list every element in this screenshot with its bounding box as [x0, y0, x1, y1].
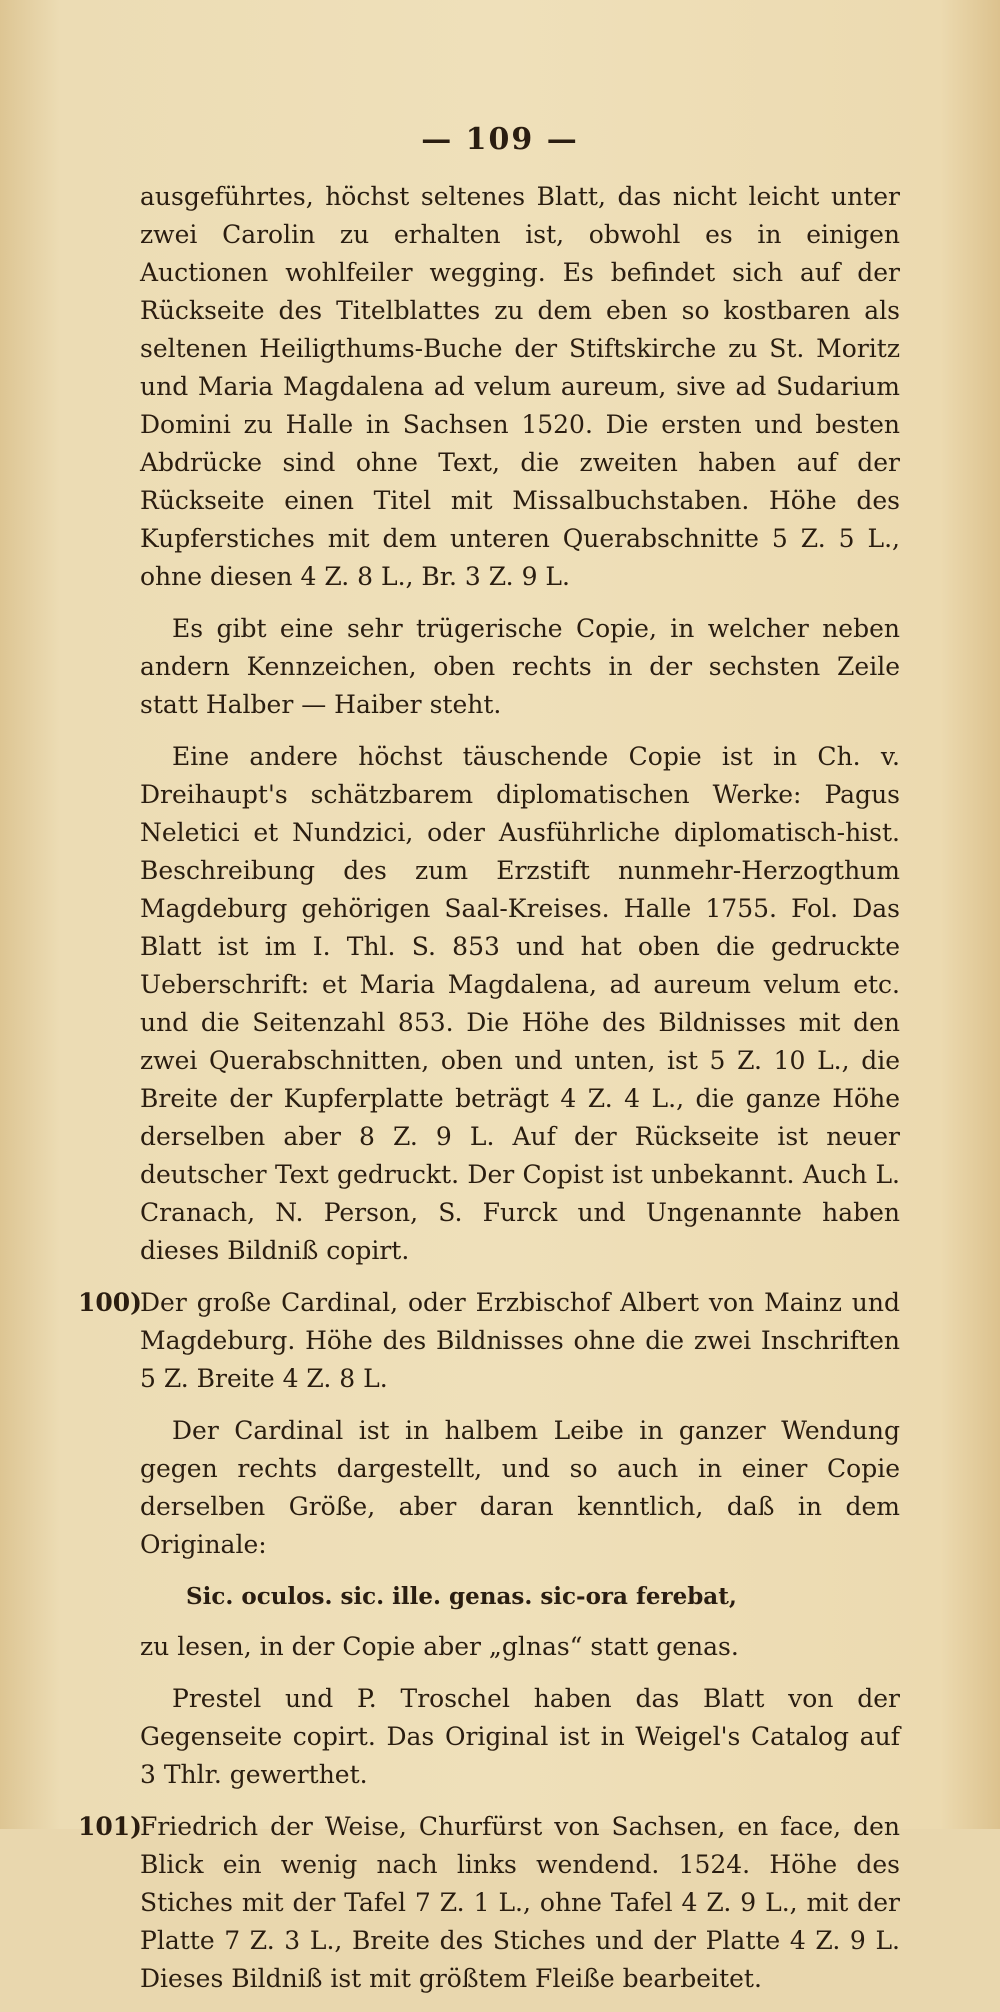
- entry-heading: Friedrich der Weise, Churfürst von Sachsen, en face, den Blick ein wenig nach links wendend. 1524. Höhe des Stiches mit der Tafel 7 Z. 1 L., ohne Tafel 4 Z. 9 L., mit der Platte 7 Z. 3 L., Breite des Stiches und der Platte 4 Z. 9 L. Dieses Bildniß ist mit größtem Fleiße bearbeitet.: [140, 1812, 900, 1993]
- entry-paragraph: Der Cardinal ist in halbem Leibe in ganzer Wendung gegen rechts dargestellt, und so auch in einer Copie derselben Größe, aber daran kenntlich, daß in dem Originale:: [140, 1416, 900, 1559]
- inscription-quote: Sic. oculos. sic. ille. genas. sic-ora ferebat,: [186, 1583, 737, 1610]
- entry-100: [78, 1284, 900, 1794]
- entry-paragraph: zu lesen, in der Copie aber „glnas“ statt genas.: [140, 1632, 739, 1661]
- page-number: — 109 —: [421, 122, 579, 157]
- paragraph-copy-note: Es gibt eine sehr trügerische Copie, in welcher neben andern Kennzeichen, oben rechts in der sechsten Zeile statt Halber — Haiber steht.: [140, 614, 900, 719]
- entry-101: [78, 1808, 900, 1998]
- entry-heading: Der große Cardinal, oder Erzbischof Albert von Mainz und Magdeburg. Höhe des Bildnisses ohne die zwei Inschriften 5 Z. Breite 4 Z. 8 L.: [140, 1288, 900, 1393]
- page-body: [78, 178, 900, 2012]
- entry-number: 100): [78, 1288, 143, 1317]
- paragraph-continuation: ausgeführtes, höchst seltenes Blatt, das nicht leicht unter zwei Carolin zu erhalten ist, obwohl es in einigen Auctionen wohlfeiler wegging. Es befindet sich auf der Rückseite des Titelblattes zu dem eben so kostbaren als seltenen Heiligthums-Buche der Stiftskirche zu St. Moritz und Maria Magdalena ad velum aureum, sive ad Sudarium Domini zu Halle in Sachsen 1520. Die ersten und besten Abdrücke sind ohne Text, die zweiten haben auf der Rückseite einen Titel mit Missalbuchstaben. Höhe des Kupferstiches mit dem unteren Querabschnitte 5 Z. 5 L., ohne diesen 4 Z. 8 L., Br. 3 Z. 9 L.: [140, 182, 900, 591]
- entry-number: 101): [78, 1812, 143, 1841]
- paragraph-dreihaupt-copy: Eine andere höchst täuschende Copie ist in Ch. v. Dreihaupt's schätzbarem diplomatischen Werke: Pagus Neletici et Nundzici, oder Ausführliche diplomatisch-hist. Beschreibung des zum Erzstift nunmehr-Herzogthum Magdeburg gehörigen Saal-Kreises. Halle 1755. Fol. Das Blatt ist im I. Thl. S. 853 und hat oben die gedruckte Ueberschrift: et Maria Magdalena, ad aureum velum etc. und die Seitenzahl 853. Die Höhe des Bildnisses mit den zwei Querabschnitten, oben und unten, ist 5 Z. 10 L., die Breite der Kupferplatte beträgt 4 Z. 4 L., die ganze Höhe derselben aber 8 Z. 9 L. Auf der Rückseite ist neuer deutscher Text gedruckt. Der Copist ist unbekannt. Auch L. Cranach, N. Person, S. Furck und Ungenannte haben dieses Bildniß copirt.: [140, 742, 900, 1265]
- entry-paragraph: Prestel und P. Troschel haben das Blatt von der Gegenseite copirt. Das Original ist in Weigel's Catalog auf 3 Thlr. gewerthet.: [140, 1684, 900, 1789]
